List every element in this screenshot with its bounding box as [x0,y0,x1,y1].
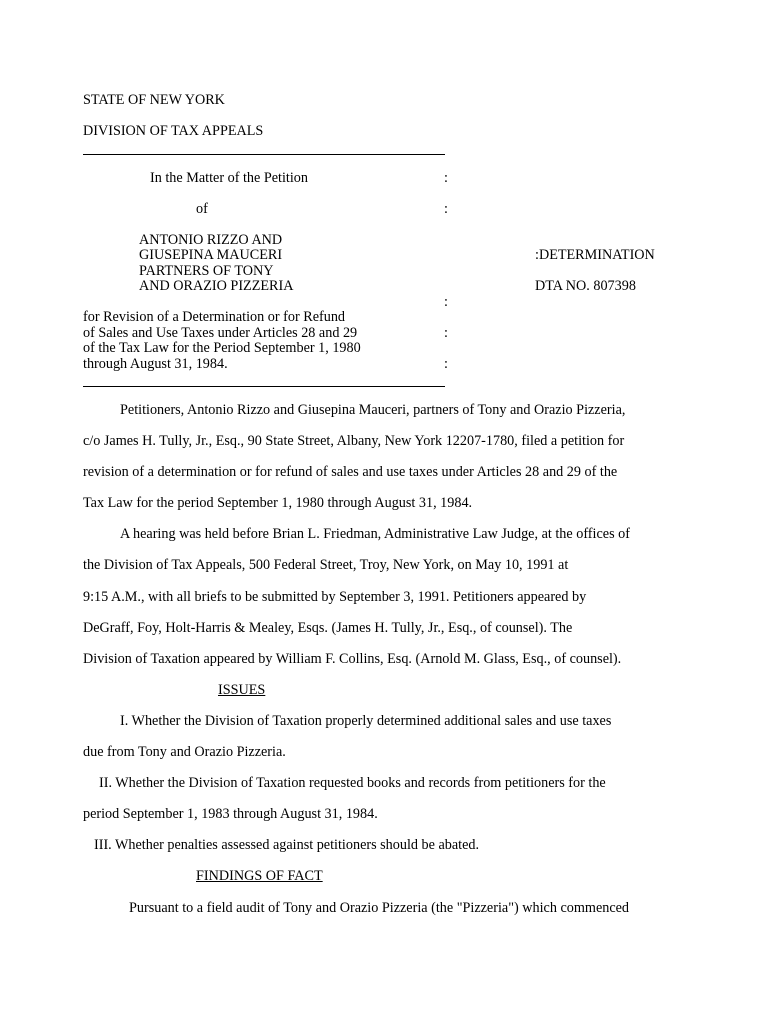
issue-line: period September 1, 1983 through August 31, 1984. [83,806,378,822]
body-text-line: 9:15 A.M., with all briefs to be submitted by September 3, 1991. Petitioners appeared by [83,589,587,605]
purpose-line: for Revision of a Determination or for Refund [83,309,346,325]
caption-colon: : [444,294,448,310]
petitioner-line: GIUSEPINA MAUCERI [139,247,283,263]
caption-colon: : [444,356,448,372]
body-text-line: A hearing was held before Brian L. Friedman, Administrative Law Judge, at the offices of [120,526,630,542]
body-text-line: Pursuant to a field audit of Tony and Orazio Pizzeria (the "Pizzeria") which commenced [129,900,630,916]
determination-label: :DETERMINATION [535,247,655,263]
purpose-line: of Sales and Use Taxes under Articles 28 and 29 [83,325,358,341]
body-text-line: Petitioners, Antonio Rizzo and Giusepina Mauceri, partners of Tony and Orazio Pizzeria, [120,402,626,418]
purpose-line: of the Tax Law for the Period September 1, 1980 [83,340,361,356]
division-heading: DIVISION OF TAX APPEALS [83,123,264,139]
dta-number: DTA NO. 807398 [535,278,636,294]
caption-bottom-rule [83,386,445,387]
caption-top-rule [83,154,445,155]
body-text-line: Tax Law for the period September 1, 1980 through August 31, 1984. [83,495,473,511]
caption-colon: : [444,170,448,186]
issue-line: II. Whether the Division of Taxation requested books and records from petitioners for the [99,775,606,791]
body-text-line: the Division of Tax Appeals, 500 Federal Street, Troy, New York, on May 10, 1991 at [83,557,569,573]
petitioner-line: AND ORAZIO PIZZERIA [139,278,294,294]
caption-colon: : [444,325,448,341]
issues-heading: ISSUES [218,682,266,698]
caption-colon: : [444,201,448,217]
petitioner-line: ANTONIO RIZZO AND [139,232,283,248]
issue-line: due from Tony and Orazio Pizzeria. [83,744,286,760]
petitioner-line: PARTNERS OF TONY [139,263,274,279]
body-text-line: c/o James H. Tully, Jr., Esq., 90 State Street, Albany, New York 12207-1780, filed a petition for [83,433,625,449]
purpose-line: through August 31, 1984. [83,356,228,372]
of-line: of [196,201,208,217]
body-text-line: DeGraff, Foy, Holt-Harris & Mealey, Esqs. (James H. Tully, Jr., Esq., of counsel). The [83,620,573,636]
issue-line: III. Whether penalties assessed against petitioners should be abated. [94,837,480,853]
body-text-line: Division of Taxation appeared by William F. Collins, Esq. (Arnold M. Glass, Esq., of counsel). [83,651,622,667]
state-heading: STATE OF NEW YORK [83,92,225,108]
findings-heading: FINDINGS OF FACT [196,868,323,884]
body-text-line: revision of a determination or for refund of sales and use taxes under Articles 28 and 29 of the [83,464,618,480]
issue-line: I. Whether the Division of Taxation properly determined additional sales and use taxes [120,713,612,729]
matter-line: In the Matter of the Petition [150,170,308,186]
